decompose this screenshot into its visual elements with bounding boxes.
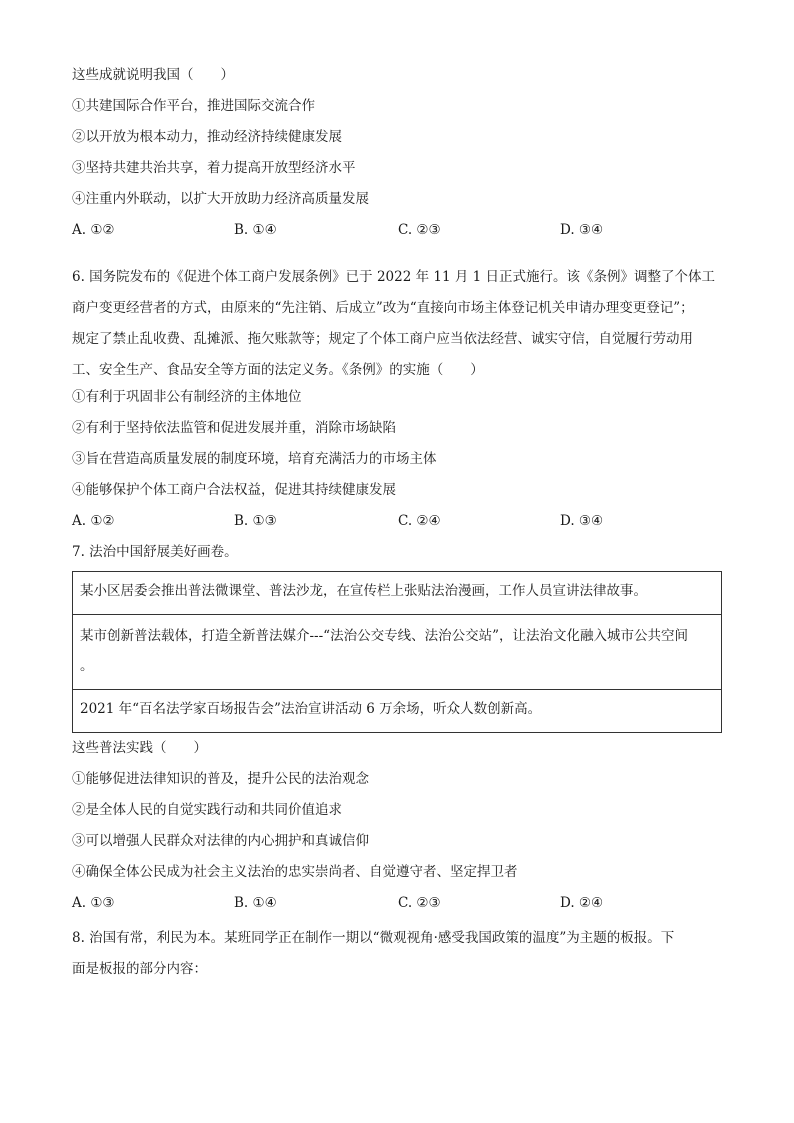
q6-stem-line-3: 规定了禁止乱收费、乱摊派、拖欠账款等；规定了个体工商户应当依法经营、诚实守信，自觉履行劳动用	[72, 331, 693, 347]
q7-option-b: B. ①④	[234, 895, 277, 911]
q7-sub-stem: 这些普法实践（ ）	[72, 740, 207, 756]
q7-item-2: ②是全体人民的自觉实践行动和共同价值追求	[72, 802, 342, 818]
q6-options	[72, 510, 722, 541]
q7-material-2	[73, 615, 722, 690]
q5-option-b: B. ①④	[234, 222, 277, 238]
q6-stem	[72, 262, 722, 386]
q6-item-2: ②有利于坚持依法监管和促进发展并重，消除市场缺陷	[72, 420, 396, 436]
q6-option-c: C. ②④	[398, 513, 441, 529]
q5-item-2: ②以开放为根本动力，推动经济持续健康发展	[72, 129, 342, 145]
table-row	[73, 615, 722, 690]
q7-item-3: ③可以增强人民群众对法律的内心拥护和真诚信仰	[72, 833, 369, 849]
q5-stem: 这些成就说明我国（ ）	[72, 67, 234, 83]
q6-item-3: ③旨在营造高质量发展的制度环境，培育充满活力的市场主体	[72, 451, 437, 467]
q5-option-d: D. ③④	[560, 222, 604, 238]
table-row	[73, 690, 722, 733]
q7-option-a: A. ①③	[72, 895, 115, 911]
q7-stem: 7. 法治中国舒展美好画卷。	[72, 544, 238, 560]
q6-stem-line-2: 商户变更经营者的方式，由原来的“先注销、后成立”改为“直接向市场主体登记机关申请办理变更登记”；	[72, 300, 694, 316]
q7-material-1: 某小区居委会推出普法微课堂、普法沙龙，在宣传栏上张贴法治漫画，工作人员宣讲法律故事。	[73, 572, 722, 615]
q6-stem-line-4: 工、安全生产、食品安全等方面的法定义务。《条例》的实施（ ）	[72, 362, 484, 378]
q8-stem-line-2: 面是板报的部分内容：	[72, 961, 207, 977]
q7-option-c: C. ②③	[398, 895, 441, 911]
document-page	[72, 64, 722, 985]
q7-item-1: ①能够促进法律知识的普及，提升公民的法治观念	[72, 771, 369, 787]
table-row	[73, 572, 722, 615]
q5-item-4: ④注重内外联动，以扩大开放助力经济高质量发展	[72, 191, 369, 207]
q5-item-1: ①共建国际合作平台，推进国际交流合作	[72, 98, 315, 114]
q6-option-d: D. ③④	[560, 513, 604, 529]
q6-option-b: B. ①③	[234, 513, 277, 529]
q6-item-1: ①有利于巩固非公有制经济的主体地位	[72, 389, 302, 405]
q7-material-3: 2021 年“百名法学家百场报告会”法治宣讲活动 6 万余场，听众人数创新高。	[73, 690, 722, 733]
q8-stem	[72, 923, 722, 985]
q7-material-2-line-1: 某市创新普法载体，打造全新普法媒介---“法治公交专线、法治公交站”，让法治文化融入城市公共空间	[80, 628, 688, 644]
q7-material-2-line-2: 。	[80, 658, 94, 674]
q8-stem-line-1: 8. 治国有常，利民为本。某班同学正在制作一期以“微观视角·感受我国政策的温度”为主题的板报。下	[72, 930, 675, 946]
q7-material-table	[72, 571, 722, 733]
q5-option-c: C. ②③	[398, 222, 441, 238]
q6-stem-line-1: 6. 国务院发布的《促进个体工商户发展条例》已于 2022 年 11 月 1 日正式施行。该《条例》调整了个体工	[72, 269, 716, 285]
q5-options	[72, 219, 722, 250]
q7-item-4: ④确保全体公民成为社会主义法治的忠实崇尚者、自觉遵守者、坚定捍卫者	[72, 864, 518, 880]
q5-item-3: ③坚持共建共治共享，着力提高开放型经济水平	[72, 160, 356, 176]
q7-option-d: D. ②④	[560, 895, 604, 911]
q7-options	[72, 892, 722, 923]
q6-item-4: ④能够保护个体工商户合法权益，促进其持续健康发展	[72, 482, 396, 498]
q6-option-a: A. ①②	[72, 513, 115, 529]
q5-option-a: A. ①②	[72, 222, 115, 238]
